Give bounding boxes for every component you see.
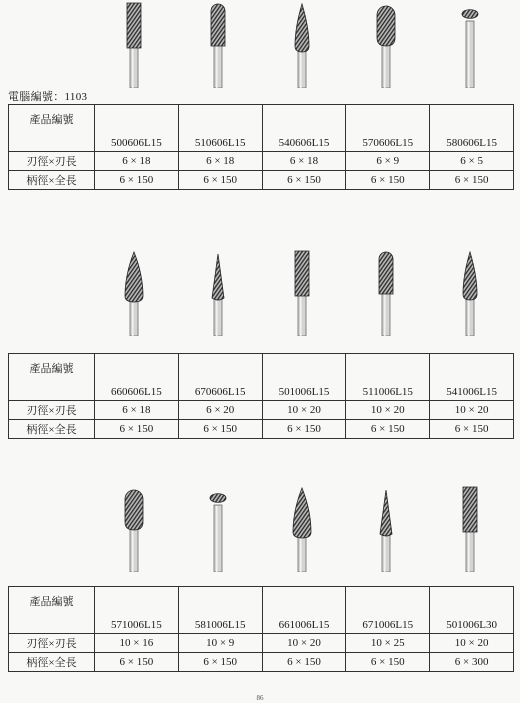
- shank-dimension: 6 × 150: [346, 171, 430, 190]
- product-number-row: [9, 587, 514, 634]
- product-code: 541006L15: [430, 354, 514, 401]
- tool-image: [450, 248, 490, 336]
- blade-dimension-row: [9, 634, 514, 653]
- catalog-number-label: 電腦編號：1103: [8, 91, 88, 103]
- product-code: 540606L15: [262, 105, 346, 152]
- blade-dimension: 10 × 25: [346, 634, 430, 653]
- shank-highlight: [384, 294, 386, 336]
- shank-dimension: 6 × 150: [430, 171, 514, 190]
- burr-head: [125, 252, 143, 302]
- pointed-tree-burr-icon: [282, 484, 322, 572]
- shank-highlight: [468, 532, 470, 572]
- cylinder-burr-icon: [450, 484, 490, 572]
- tool-image: [282, 248, 322, 336]
- product-code: 501006L30: [430, 587, 514, 634]
- blade-dimension-row: [9, 401, 514, 420]
- shank-highlight: [132, 48, 134, 88]
- burr-head: [377, 6, 395, 46]
- burr-head: [295, 251, 309, 296]
- shank-highlight: [216, 506, 218, 572]
- burr-shank: [382, 45, 390, 88]
- cylinder-burr-icon: [114, 0, 154, 88]
- blade-dimension: 10 × 20: [262, 401, 346, 420]
- burr-shank: [466, 299, 474, 336]
- shank-highlight: [132, 530, 134, 572]
- blade-dimension: 6 × 18: [262, 152, 346, 171]
- tool-image: [450, 0, 490, 88]
- tool-image: [282, 0, 322, 88]
- tool-image: [366, 248, 406, 336]
- blade-dimension: 6 × 5: [430, 152, 514, 171]
- blade-dimension: 10 × 20: [346, 401, 430, 420]
- flame-burr-icon: [450, 248, 490, 336]
- flame-burr-icon: [282, 0, 322, 88]
- blade-dimension-header: 刃徑×刃長: [9, 634, 95, 653]
- shank-dimension: 6 × 150: [95, 171, 179, 190]
- cone-burr-icon: [366, 484, 406, 572]
- blade-dimension: 10 × 20: [430, 401, 514, 420]
- product-code: 580606L15: [430, 105, 514, 152]
- product-code: 510606L15: [178, 105, 262, 152]
- shank-dimension-row: [9, 420, 514, 439]
- burr-shank: [130, 301, 138, 336]
- burr-head: [127, 3, 141, 48]
- shank-highlight: [300, 538, 302, 572]
- product-code: 570606L15: [346, 105, 430, 152]
- shank-dimension: 6 × 150: [178, 653, 262, 672]
- shank-dimension-row: [9, 653, 514, 672]
- shank-dimension: 6 × 150: [95, 653, 179, 672]
- burr-shank: [214, 299, 222, 336]
- ball-burr-icon: [198, 484, 238, 572]
- product-code: 661006L15: [262, 587, 346, 634]
- tool-image: [282, 484, 322, 572]
- tool-image: [198, 0, 238, 88]
- blade-dimension: 6 × 9: [346, 152, 430, 171]
- burr-shank: [130, 529, 138, 572]
- tool-image: [366, 0, 406, 88]
- tool-images-row-1: [92, 0, 512, 88]
- burr-shank: [214, 45, 222, 88]
- shank-highlight: [300, 296, 302, 336]
- burr-shank: [298, 537, 306, 572]
- tool-images-row-3: [92, 484, 512, 572]
- tool-image: [450, 484, 490, 572]
- burr-head: [125, 490, 143, 530]
- blade-dimension: 6 × 18: [95, 152, 179, 171]
- blade-dimension-row: [9, 152, 514, 171]
- ball-burr-icon: [450, 0, 490, 88]
- shank-highlight: [384, 536, 386, 572]
- burr-head: [295, 4, 309, 52]
- blade-dimension: 6 × 18: [95, 401, 179, 420]
- oval-burr-icon: [114, 484, 154, 572]
- shank-dimension-row: [9, 171, 514, 190]
- shank-dimension-header: 柄徑×全長: [9, 653, 95, 672]
- product-code: 571006L15: [95, 587, 179, 634]
- burr-head: [211, 4, 225, 46]
- spec-table-2: [8, 353, 514, 439]
- burr-shank: [466, 531, 474, 572]
- oval-burr-icon: [366, 0, 406, 88]
- blade-dimension: 10 × 20: [262, 634, 346, 653]
- page-number: 86: [256, 694, 264, 702]
- product-code: 511006L15: [346, 354, 430, 401]
- shank-dimension: 6 × 150: [95, 420, 179, 439]
- shank-dimension: 6 × 150: [262, 653, 346, 672]
- tool-image: [198, 484, 238, 572]
- spec-table-1: [8, 104, 514, 190]
- burr-head: [380, 490, 392, 536]
- tool-image: [198, 248, 238, 336]
- product-code: 671006L15: [346, 587, 430, 634]
- shank-dimension-header: 柄徑×全長: [9, 420, 95, 439]
- shank-dimension: 6 × 300: [430, 653, 514, 672]
- blade-dimension: 10 × 20: [430, 634, 514, 653]
- cone-burr-icon: [198, 248, 238, 336]
- product-number-row: [9, 105, 514, 152]
- product-number-row: [9, 354, 514, 401]
- shank-dimension: 6 × 150: [178, 420, 262, 439]
- burr-shank: [466, 21, 474, 88]
- burr-head: [210, 494, 226, 503]
- tool-images-row-2: [92, 248, 512, 336]
- product-number-header: 產品編號: [9, 105, 95, 152]
- burr-shank: [382, 293, 390, 336]
- cylinder-burr-icon: [282, 248, 322, 336]
- tool-image: [114, 484, 154, 572]
- burr-shank: [382, 535, 390, 572]
- blade-dimension: 6 × 18: [178, 152, 262, 171]
- blade-dimension: 10 × 16: [95, 634, 179, 653]
- shank-highlight: [300, 52, 302, 88]
- ball-nose-cylinder-burr-icon: [198, 0, 238, 88]
- product-code: 501006L15: [262, 354, 346, 401]
- product-code: 660606L15: [95, 354, 179, 401]
- blade-dimension-header: 刃徑×刃長: [9, 401, 95, 420]
- shank-dimension: 6 × 150: [346, 653, 430, 672]
- product-code: 581006L15: [178, 587, 262, 634]
- shank-dimension: 6 × 150: [430, 420, 514, 439]
- shank-highlight: [468, 22, 470, 88]
- spec-table-3: [8, 586, 514, 672]
- product-code: 500606L15: [95, 105, 179, 152]
- burr-head: [379, 252, 393, 294]
- blade-dimension: 6 × 20: [178, 401, 262, 420]
- shank-highlight: [216, 300, 218, 336]
- shank-dimension-header: 柄徑×全長: [9, 171, 95, 190]
- burr-head: [463, 487, 477, 532]
- shank-highlight: [384, 46, 386, 88]
- burr-head: [463, 252, 477, 300]
- product-code: 670606L15: [178, 354, 262, 401]
- shank-highlight: [216, 46, 218, 88]
- shank-highlight: [132, 302, 134, 336]
- shank-dimension: 6 × 150: [346, 420, 430, 439]
- burr-head: [293, 488, 311, 538]
- product-number-header: 產品編號: [9, 587, 95, 634]
- shank-dimension: 6 × 150: [178, 171, 262, 190]
- tool-image: [114, 248, 154, 336]
- product-number-header: 產品編號: [9, 354, 95, 401]
- ball-nose-cylinder-burr-icon: [366, 248, 406, 336]
- burr-shank: [298, 51, 306, 88]
- burr-shank: [298, 295, 306, 336]
- blade-dimension: 10 × 9: [178, 634, 262, 653]
- burr-head: [212, 254, 224, 300]
- blade-dimension-header: 刃徑×刃長: [9, 152, 95, 171]
- tool-image: [114, 0, 154, 88]
- tool-image: [366, 484, 406, 572]
- burr-shank: [214, 505, 222, 572]
- shank-highlight: [468, 300, 470, 336]
- burr-head: [462, 10, 478, 19]
- shank-dimension: 6 × 150: [262, 171, 346, 190]
- pointed-tree-burr-icon: [114, 248, 154, 336]
- shank-dimension: 6 × 150: [262, 420, 346, 439]
- burr-shank: [130, 47, 138, 88]
